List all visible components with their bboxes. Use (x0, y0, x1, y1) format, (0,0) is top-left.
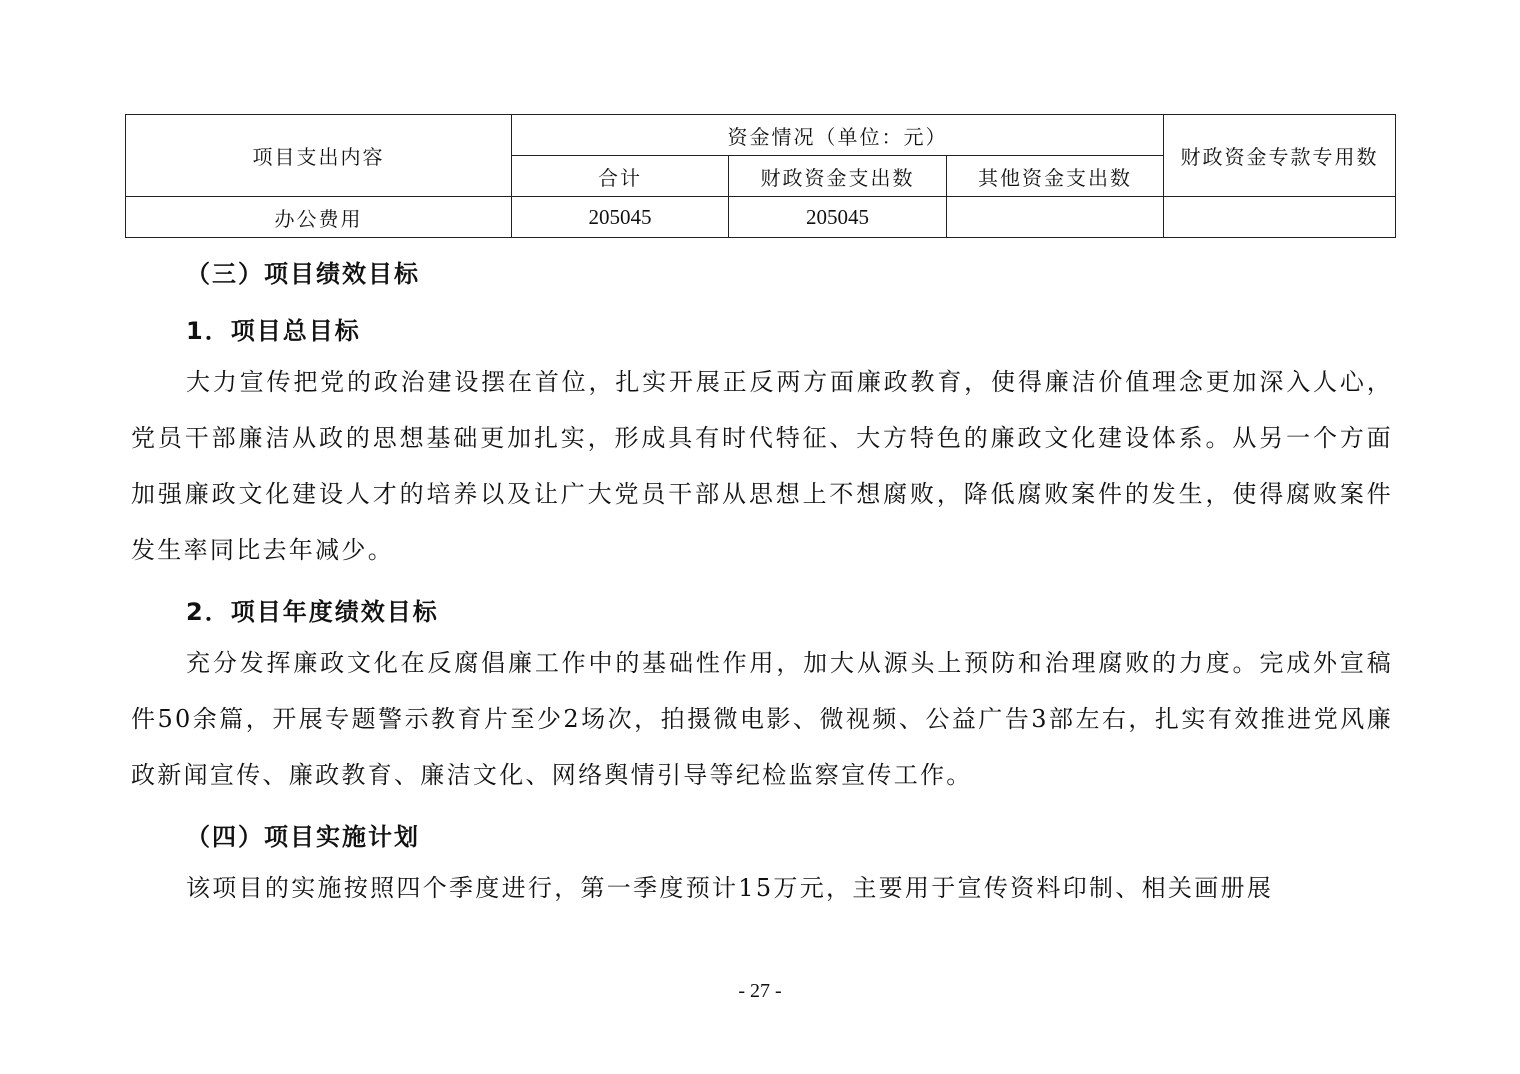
sub2-heading: 2．项目年度绩效目标 (186, 598, 439, 626)
sub1-heading: 1．项目总目标 (186, 317, 361, 345)
total-cell: 205045 (512, 197, 729, 238)
funds-group-header: 资金情况（单位：元） (512, 115, 1164, 156)
special-cell (1164, 197, 1396, 238)
fiscal-column-header: 财政资金支出数 (729, 156, 947, 197)
item-column-header: 项目支出内容 (126, 115, 512, 197)
section3-heading: （三）项目绩效目标 (186, 260, 420, 288)
sub1-paragraph: 大力宣传把党的政治建设摆在首位，扎实开展正反两方面廉政教育，使得廉洁价值理念更加深入人心，党员干部廉洁从政的思想基础更加扎实，形成具有时代特征、大方特色的廉政文化建设体系。从另一个方面加强廉政文化建设人才的培养以及让广大党员干部从思想上不想腐败，降低腐败案件的发生，使得腐败案件发生率同比去年减少。 (131, 368, 1393, 564)
sub2-paragraph: 充分发挥廉政文化在反腐倡廉工作中的基础性作用，加大从源头上预防和治理腐败的力度。完成外宣稿件50余篇，开展专题警示教育片至少2场次，拍摄微电影、微视频、公益广告3部左右，扎实有效推进党风廉政新闻宣传、廉政教育、廉洁文化、网络舆情引导等纪检监察宣传工作。 (131, 649, 1393, 789)
page-number: - 27 - (738, 980, 782, 1002)
other-column-header: 其他资金支出数 (947, 156, 1164, 197)
special-column-header: 财政资金专款专用数 (1164, 115, 1396, 197)
fiscal-cell: 205045 (729, 197, 947, 238)
other-cell (947, 197, 1164, 238)
table-row (126, 197, 1396, 238)
section4-paragraph: 该项目的实施按照四个季度进行，第一季度预计15万元，主要用于宣传资料印制、相关画册展 (186, 874, 1274, 902)
item-cell: 办公费用 (126, 197, 512, 238)
table-header-row (126, 115, 1396, 156)
section4-heading: （四）项目实施计划 (186, 823, 420, 851)
total-column-header: 合计 (512, 156, 729, 197)
funds-table (125, 114, 1396, 238)
